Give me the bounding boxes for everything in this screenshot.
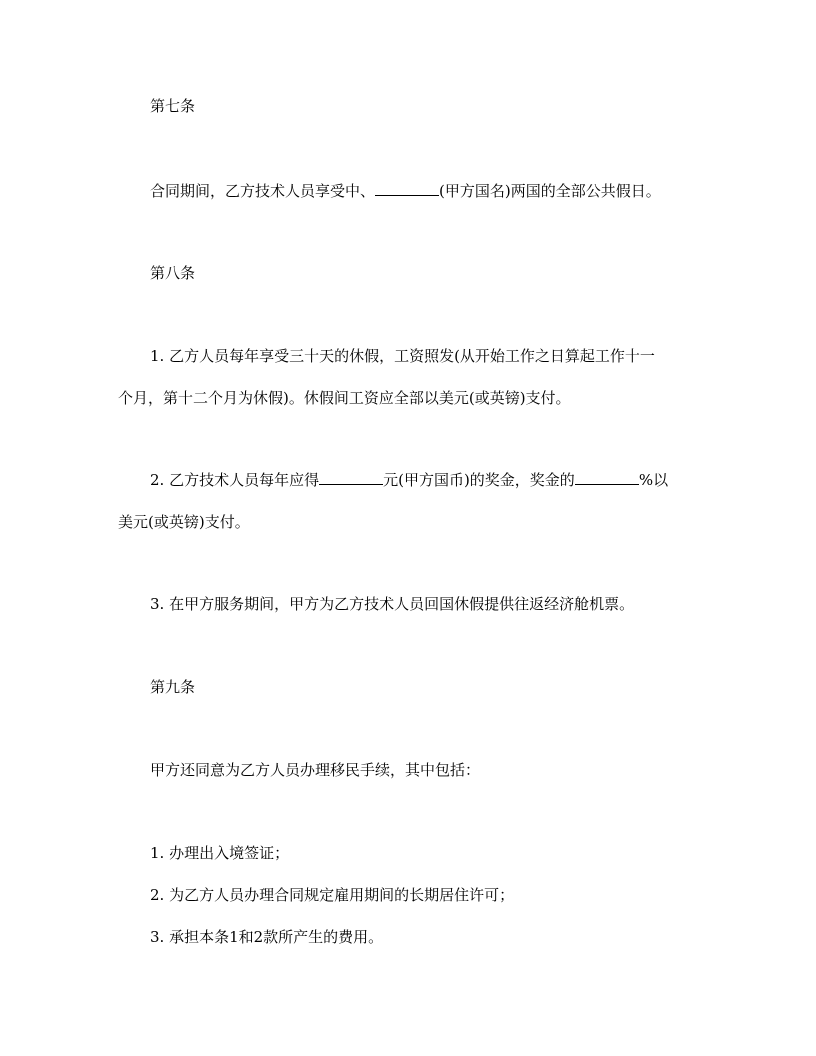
article-8-item2-part2: 元(甲方国币)的奖金，奖金的 (383, 471, 575, 489)
article-9-intro: 甲方还同意为乙方人员办理移民手续，其中包括： (150, 761, 481, 779)
article-9-item2: 2. 为乙方人员办理合同规定雇用期间的长期居住许可； (150, 886, 515, 904)
article-8-heading: 第八条 (150, 264, 196, 282)
article-8-item2-part1: 2. 乙方技术人员每年应得 (150, 471, 320, 489)
article-7-text-part2: (甲方国名)两国的全部公共假日。 (439, 182, 661, 200)
blank-bonus-amount (319, 470, 383, 485)
article-8-item2-part3: %以 (638, 471, 669, 489)
article-8-item1-line1: 1. 乙方人员每年享受三十天的休假，工资照发(从开始工作之日算起工作十一 (150, 347, 655, 365)
article-9-item3: 3. 承担本条1和2款所产生的费用。 (150, 928, 384, 946)
article-8-item2-line1 (150, 470, 816, 490)
blank-country-name (375, 181, 439, 196)
article-9-item1: 1. 办理出入境签证； (150, 844, 290, 862)
article-7-text (150, 181, 816, 201)
article-8-item3: 3. 在甲方服务期间，甲方为乙方技术人员回国休假提供往返经济舱机票。 (150, 595, 635, 613)
article-8-item1-line2: 个月，第十二个月为休假)。休假间工资应全部以美元(或英镑)支付。 (118, 389, 571, 407)
article-7-text-part1: 合同期间，乙方技术人员享受中、 (150, 182, 376, 200)
article-7-heading: 第七条 (150, 97, 196, 115)
article-9-heading: 第九条 (150, 678, 196, 696)
article-8-item2-line2: 美元(或英镑)支付。 (118, 513, 250, 531)
blank-bonus-percent (575, 470, 639, 485)
